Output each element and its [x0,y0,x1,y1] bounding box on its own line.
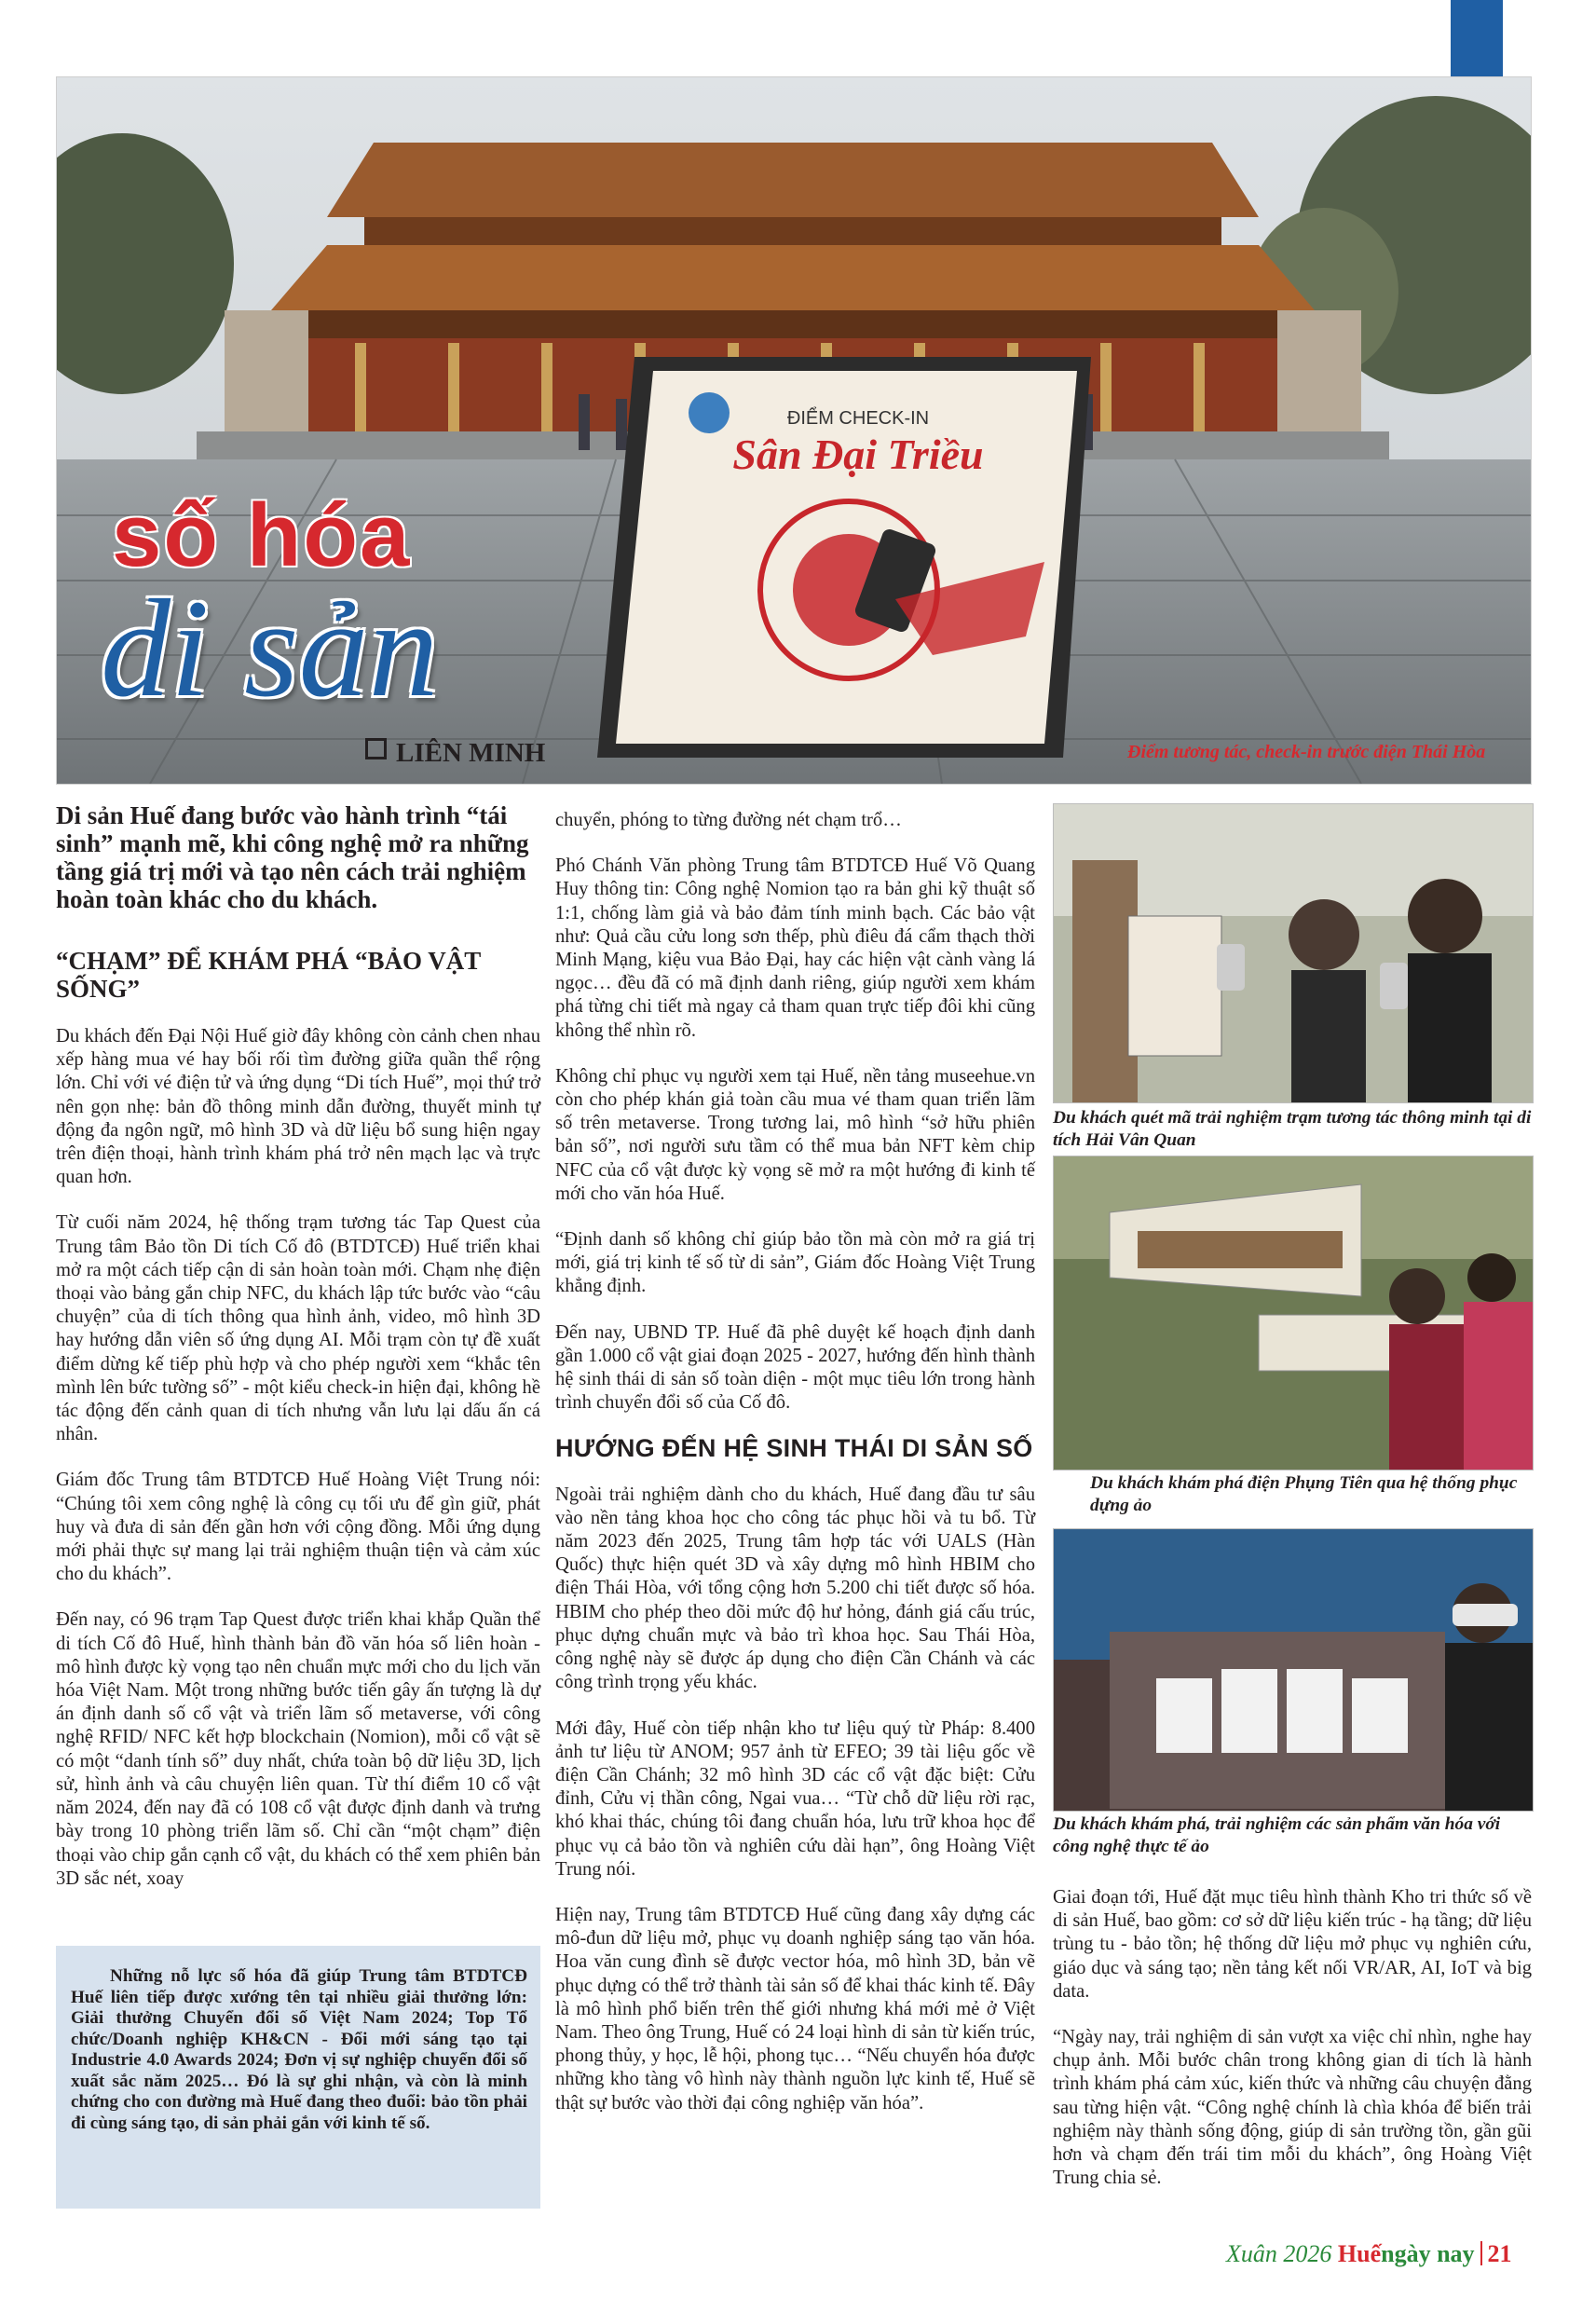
photo-phung-tien [1053,1156,1534,1471]
column-3 [1053,1886,1532,2212]
subhead-2: HƯỚNG ĐẾN HỆ SINH THÁI DI SẢN SỐ [555,1434,1033,1463]
paragraph: Du khách đến Đại Nội Huế giờ đây không còn cảnh chen nhau xếp hàng mua vé hay bối rối tìm đường giữa quần thể rộng lớn. Chỉ với vé điện tử và ứng dụng “Di tích Huế”, mọi thứ trở nên gọn nhẹ: bản đồ thông minh dẫn đường, thuyết minh tự động đa ngôn ngữ, mô hình 3D và dữ liệu bổ sung hiện ngay trên điện thoại, hành trình khám phá trở nên mạch lạc và trực quan hơn. [56,1026,540,1188]
photo-hai-van-quan [1053,803,1534,1103]
lead-paragraph: Di sản Huế đang bước vào hành trình “tái sinh” mạnh mẽ, khi công nghệ mở ra những tầng giá trị mới và tạo nên cách trải nghiệm hoàn toàn khác cho du khách. [56,801,529,913]
sign-small-text: ĐIỂM CHECK-IN [786,408,930,429]
byline-square-icon [365,738,387,759]
title-line2: di sản [101,571,439,726]
paragraph: Đến nay, có 96 trạm Tap Quest được triển khai khắp Quần thể di tích Cố đô Huế, hình thành bản đồ văn hóa số liên hoàn - mô hình được kỳ vọng tạo nên chuẩn mực mới cho du lịch văn hóa Việt Nam. Một trong những bước tiến gây ấn tượng là dự án định danh số cổ vật và triển lãm số metaverse, với công nghệ RFID/ NFC kết hợp blockchain (Nomion), mỗi cổ vật sẽ có một “danh tính số” duy nhất, chứa toàn bộ dữ liệu 3D, lịch sử, hình ảnh và câu chuyện liên quan. Từ thí điểm 10 cổ vật năm 2024, đến nay đã có 108 cổ vật được định danh và trưng bày trong 10 phòng triển lãm số. Chỉ cần “một chạm” điện thoại vào chip gắn cạnh cổ vật, du khách có thể xem phiên bản 3D sắc nét, xoay [56,1609,540,1889]
paragraph: “Định danh số không chỉ giúp bảo tồn mà còn mở ra giá trị mới, giá trị kinh tế số từ di sản”, Giám đốc Hoàng Việt Trung khẳng định. [555,1229,1035,1297]
photo-2-illustration [1054,1156,1533,1470]
byline [365,738,545,769]
paragraph: Từ cuối năm 2024, hệ thống trạm tương tác Tap Quest của Trung tâm Bảo tồn Di tích Cố đô (BTDTCĐ) Huế triển khai mở ra một cách tiếp cận di sản hoàn toàn mới. Chạm nhẹ điện thoại vào bảng gắn chip NFC, du khách lập tức bước vào “câu chuyện” của di tích thông qua hình ảnh, video, mô hình 3D hay hướng dẫn viên số ứng dụng AI. Mỗi trạm còn tự đề xuất điểm dừng kế tiếp phù hợp và cho phép người xem “khắc tên mình lên bức tường số” - một kiểu check-in hiện đại, không hề tác động đến cảnh quan di tích nhưng vẫn lưu lại dấu ấn cá nhân. [56,1212,540,1445]
column-1 [56,801,540,1913]
callout-box [56,1946,540,2209]
caption-photo-2: Du khách khám phá điện Phụng Tiên qua hệ thống phục dựng ảo [1090,1473,1518,1515]
column-2 [555,809,1035,2138]
paragraph: Đến nay, UBND TP. Huế đã phê duyệt kế hoạch định danh gần 1.000 cổ vật giai đoạn 2025 - 2027, hướng đến hình thành hệ sinh thái di sản số toàn diện - một mục tiêu lớn trong hành trình chuyển đổi số của Cố đô. [555,1321,1035,1414]
paragraph: Giai đoạn tới, Huế đặt mục tiêu hình thành Kho tri thức số về di sản Huế, bao gồm: cơ sở dữ liệu kiến trúc - hạ tầng; dữ liệu trùng tu - bảo tồn; hệ thống dữ liệu mở phục vụ nghiên cứu, giáo dục và sáng tạo; nền tảng kết nối VR/AR, AI, IoT và big data. [1053,1887,1532,2002]
page-footer [1226,2240,1512,2268]
paragraph: Không chỉ phục vụ người xem tại Huế, nền tảng museehue.vn còn cho phép khán giả toàn cầu mua vé tham quan triển lãm số trên metaverse. Trong tương lai, mô hình “sở hữu phiên bản số”, nơi người sưu tầm có thể mua bản NFT kèm chip NFC của cổ vật được kỳ vọng sẽ mở ra một hướng đi kinh tế mới cho văn hóa Huế. [555,1065,1035,1204]
footer-brand-a: Huế [1337,2240,1382,2267]
footer-separator [1480,2241,1482,2265]
byline-author: LIÊN MINH [396,738,546,768]
page-number: 21 [1487,2240,1512,2267]
callout-text: Những nỗ lực số hóa đã giúp Trung tâm BTDTCĐ Huế liên tiếp được xướng tên tại nhiều giải thưởng lớn: Giải thưởng Chuyển đổi số Việt Nam 2024; Top Tổ chức/Doanh nghiệp KH&CN - Đổi mới sáng tạo tại Industrie 4.0 Awards 2024; Đơn vị sự nghiệp chuyển đổi số xuất sắc năm 2025… Đó là sự ghi nhận, và còn là minh chứng cho con đường mà Huế đang theo đuổi: bảo tồn phải đi cùng sáng tạo, di sản phải gắn với kinh tế số. [71,1966,527,2133]
paragraph: Ngoài trải nghiệm dành cho du khách, Huế đang đầu tư sâu vào nền tảng khoa học cho công tác phục hồi và tu bổ. Từ năm 2023 đến 2025, Trung tâm hợp tác với UALS (Hàn Quốc) thực hiện quét 3D và xây dựng mô hình HBIM cho điện Thái Hòa, với tổng cộng hơn 5.200 chi tiết được số hóa. HBIM cho phép theo dõi mức độ hư hỏng, đánh giá cấu trúc, phục dựng chuẩn mực và bảo trì khoa học. Sau Thái Hòa, công nghệ này sẽ được áp dụng cho điện Cần Chánh và các công trình trọng yếu khác. [555,1484,1035,1693]
photo-vr [1053,1528,1534,1812]
caption-photo-1: Du khách quét mã trải nghiệm trạm tương tác thông minh tại di tích Hải Vân Quan [1053,1108,1532,1150]
paragraph: Mới đây, Huế còn tiếp nhận kho tư liệu quý từ Pháp: 8.400 ảnh tư liệu từ ANOM; 957 ảnh từ EFEO; 39 tài liệu gốc về điện Cần Chánh; 32 mô hình 3D các cổ vật đặc biệt: Cửu đỉnh, Cửu vị thần công, Ngai vua… “Từ chỗ dữ liệu rời rạc, khó khai thác, chúng tôi đang chuẩn hóa, lưu trữ khoa học để phục vụ cả bảo tồn và nghiên cứu dài hạn”, ông Hoàng Việt Trung nói. [555,1717,1035,1880]
photo-1-illustration [1054,804,1533,1102]
subhead-1: “CHẠM” ĐỂ KHÁM PHÁ “BẢO VẬT SỐNG” [56,947,481,1003]
paragraph: Hiện nay, Trung tâm BTDTCĐ Huế cũng đang xây dựng các mô-đun dữ liệu mở, phục vụ doanh nghiệp sáng tạo văn hóa. Hoa văn cung đình sẽ được vector hóa, mô hình 3D, bản vẽ phục dựng có thể trở thành tài sản số để khai thác kinh tế. Đây là mô hình phổ biến trên thế giới nhưng khá mới mẻ ở Việt Nam. Theo ông Trung, Huế có 24 loại hình di sản từ kiến trúc, phong thủy, y học, lễ hội, phong tục… “Nếu chuyển hóa được những kho tàng vô hình này thành nguồn lực kinh tế, Huế sẽ thật sự bước vào thời đại công nghiệp văn hóa”. [555,1904,1035,2114]
sign-big-text: Sân Đại Triều [732,431,984,478]
caption-photo-3: Du khách khám phá, trải nghiệm các sản phẩm văn hóa với công nghệ thực tế ảo [1053,1814,1501,1856]
title-line1: số hóa [112,486,412,585]
paragraph: chuyển, phóng to từng đường nét chạm trổ… [555,810,902,830]
footer-brand-b: ngày nay [1381,2240,1475,2267]
photo-3-illustration [1054,1529,1533,1811]
footer-issue: Xuân 2026 [1226,2240,1332,2267]
hero-caption: Điểm tương tác, check-in trước điện Thái Hòa [1127,742,1486,762]
paragraph: “Ngày nay, trải nghiệm di sản vượt xa việc chỉ nhìn, nghe hay chụp ảnh. Mỗi bước chân trong không gian di tích là hành trình khám phá cảm xúc, kiến thức và những câu chuyện đằng sau từng hiện vật. “Công nghệ chính là chìa khóa để biến trải nghiệm này thành sống động, giúp di sản trường tồn, gần gũi hơn và chạm đến trái tim mỗi du khách”, ông Hoàng Việt Trung chia sẻ. [1053,2027,1532,2189]
paragraph: Phó Chánh Văn phòng Trung tâm BTDTCĐ Huế Võ Quang Huy thông tin: Công nghệ Nomion tạo ra bản ghi kỹ thuật số 1:1, chống làm giả và bảo đảm tính minh bạch. Các bảo vật như: Quả cầu cửu long sơn thếp, phù điêu đá cẩm thạch thời Minh Mạng, kiệu vua Bảo Đại, hay các hiện vật cành vàng lá ngọc… đều đã có mã định danh riêng, giúp người xem khám phá từng chi tiết mà ngay cả tham quan trực tiếp đôi khi cũng không thể nhìn rõ. [555,855,1035,1041]
paragraph: Giám đốc Trung tâm BTDTCĐ Huế Hoàng Việt Trung nói: “Chúng tôi xem công nghệ là công cụ tối ưu để gìn giữ, phát huy và đưa di sản đến gần hơn với cộng đồng. Mỗi ứng dụng mới phải thực sự mang lại trải nghiệm thuận tiện và cảm xúc cho du khách”. [56,1470,540,1585]
